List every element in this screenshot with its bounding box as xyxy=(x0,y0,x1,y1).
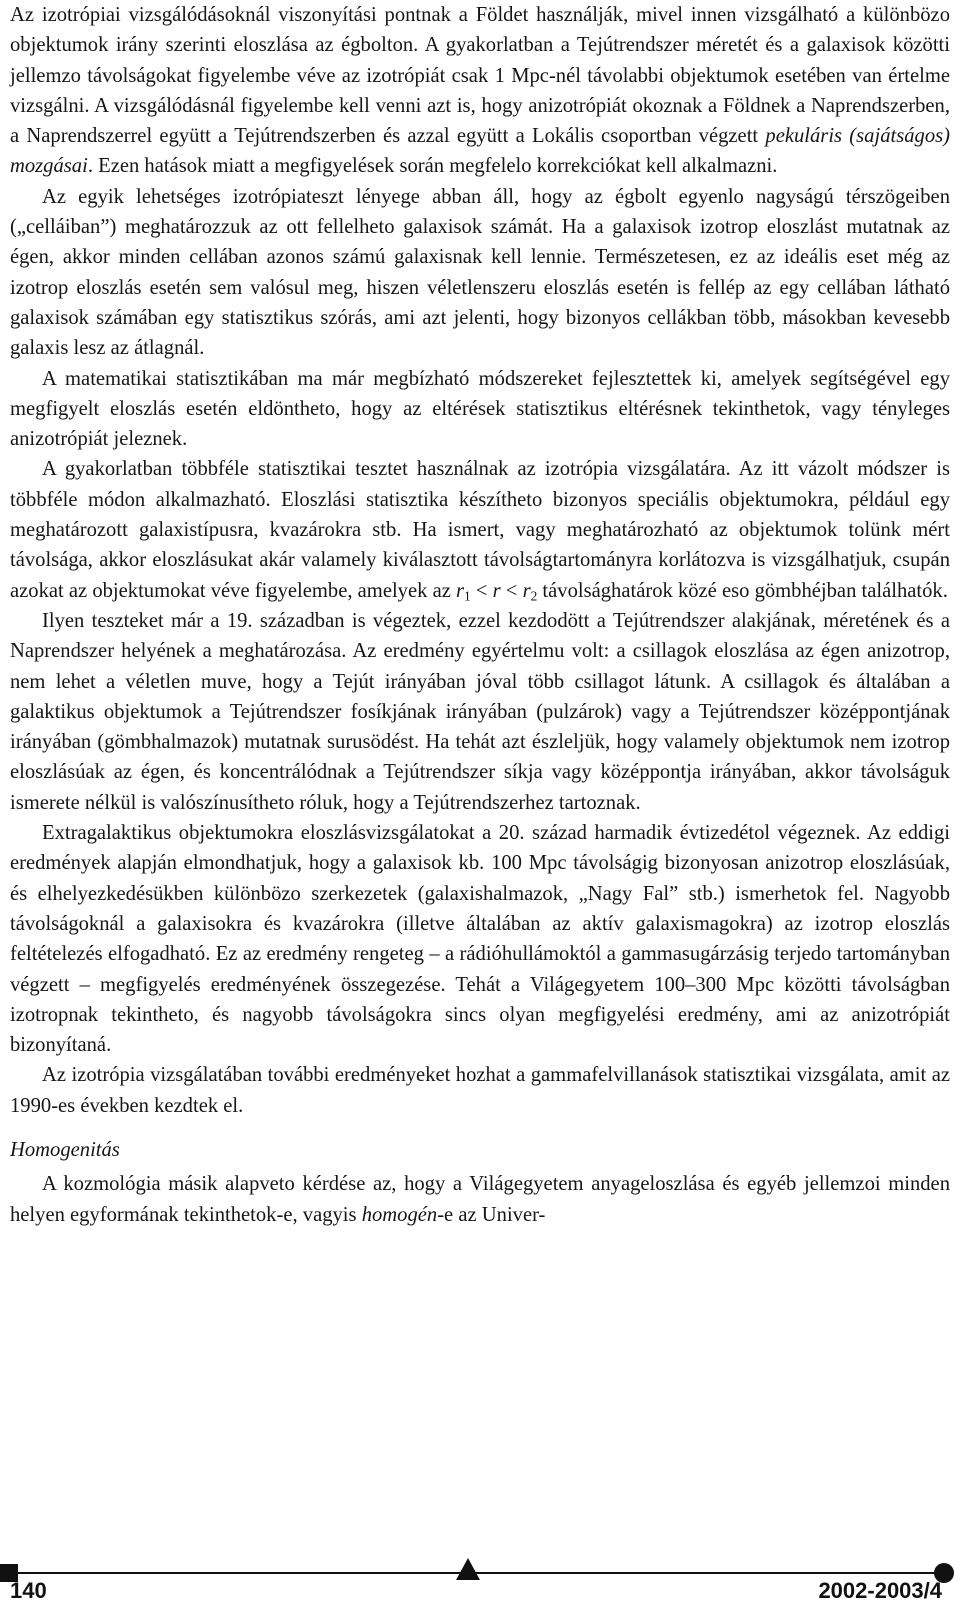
less-than-1: < xyxy=(470,579,493,602)
paragraph-1-after: . Ezen hatások miatt a megfigyelések során megfelelo korrekciókat kell alkalmazni. xyxy=(87,155,778,178)
issue-label: 2002-2003/4 xyxy=(818,1578,942,1603)
paragraph-3-text: A matematikai statisztikában ma már megbízható módszereket fejlesztettek ki, amelyek segítségével egy megfigyelt eloszlás esetén eldöntheto, hogy az eltérések statisztikus eltérésnek tekinthetok, vagy tényleges anizotrópiát jeleznek. xyxy=(10,367,950,451)
paragraph-3 xyxy=(10,364,950,455)
r2-symbol: r xyxy=(522,579,531,602)
paragraph-1 xyxy=(10,0,950,182)
paragraph-6-text: Extragalaktikus objektumokra eloszlásvizsgálatokat a 20. század harmadik évtizedétol végeznek. Az eddigi eredmények alapján elmondhatjuk, hogy a galaxisok kb. 100 Mpc távolságig bizonyosan anizotrop eloszlásúak, és elhelyezkedésükben különbözo szerkezetek (galaxishalmazok, „Nagy Fal” stb.) ismerhetok fel. Nagyobb távolságoknál a galaxisokra és kvazárokra (illetve általában az aktív galaxismagokra) az izotrop eloszlás feltételezés elfogadható. Ez az eredmény rengeteg – a rádióhullámoktól a gammasugárzásig terjedo tartományban végzett – megfigyelés eredményének összegezése. Tehát a Világegyetem 100–300 Mpc közötti távolságban izotropnak tekintheto, és nagyobb távolságokra sincs olyan megfigyelési eredmény, ami az anizotrópiát bizonyítaná. xyxy=(10,822,950,1057)
paragraph-last-after: -e az Univer- xyxy=(437,1203,546,1226)
page-number: 140 xyxy=(10,1578,47,1603)
triangle-marker-icon xyxy=(456,1558,480,1580)
paragraph-7-text: Az izotrópia vizsgálatában további eredményeket hozhat a gammafelvillanások statisztikai vizsgálata, amit az 1990-es években kezdtek el. xyxy=(10,1064,950,1117)
paragraph-last-before: A kozmológia másik alapveto kérdése az, hogy a Világegyetem anyageloszlása és egyéb jellemzoi minden helyen egyformának tekinthetok-e, vagyis xyxy=(10,1173,950,1226)
paragraph-4-before: A gyakorlatban többféle statisztikai tesztet használnak az izotrópia vizsgálatára. Az itt vázolt módszer is többféle módon alkalmazható. Eloszlási statisztika készítheto bizonyos speciális objektumokra, például egy meghatározott galaxistípusra, kvazárokra stb. Ha ismert, vagy meghatározható az objektumok tolünk mért távolsága, akkor eloszlásukat akár valamely kiválasztott távolságtartományra korlátozva is vizsgálhatjuk, csupán azokat az objektumokat véve figyelembe, amelyek az xyxy=(10,458,950,602)
paragraph-5 xyxy=(10,606,950,818)
paragraph-4 xyxy=(10,454,950,605)
paragraph-2-text: Az egyik lehetséges izotrópiateszt lényege abban áll, hogy az égbolt egyenlo nagyságú térszögeiben („celláiban”) meghatározzuk az ott fellelheto galaxisok számát. Ha a galaxisok izotrop eloszlást mutatnak az égen, akkor minden cellában azonos számú galaxisnak kell lennie. Természetesen, ez az ideális eset még az izotrop eloszlás esetén sem valósul meg, hiszen véletlenszeru eloszlás esetén is fellép az egy cellában látható galaxisok számában egy statisztikus szórás, ami azt jelenti, hogy bizonyos cellákban több, másokban kevesebb galaxis lesz az átlagnál. xyxy=(10,185,950,360)
footer-rule xyxy=(10,1572,950,1574)
paragraph-1-italic: pekuláris (sajátságos) mozgásai xyxy=(10,125,950,178)
paragraph-2 xyxy=(10,182,950,364)
page-body xyxy=(10,0,950,1230)
paragraph-4-after: távolsághatárok közé eso gömbhéjban találhatók. xyxy=(537,579,948,602)
r-symbol: r xyxy=(492,579,501,602)
paragraph-5-text: Ilyen teszteket már a 19. században is végeztek, ezzel kezdodött a Tejútrendszer alakjának, méretének és a Naprendszer helyének a meghatározása. Az eredmény egyértelmu volt: a csillagok eloszlása az égen anizotrop, nem lehet a véletlen muve, hogy a Tejút irányában jóval több csillagot látunk. A csillagok és általában a galaktikus objektumok a Tejútrendszer fosíkjának irányában (pulzárok) vagy a Tejútrendszer középpontjának irányában (gömbhalmazok) mutatnak surusödést. Ha tehát azt észleljük, hogy valamely objektumok nem izotrop eloszlásúak az égen, és koncentrálódnak a Tejútrendszer síkja vagy középpontja irányában, akkor távolságuk ismerete nélkül is valószínusítheto róluk, hogy a Tejútrendszerhez tartoznak. xyxy=(10,609,950,814)
less-than-2: < xyxy=(500,579,523,602)
section-heading: Homogenitás xyxy=(10,1138,120,1161)
paragraph-6 xyxy=(10,818,950,1060)
paragraph-7 xyxy=(10,1060,950,1121)
r2-subscript: 2 xyxy=(530,587,538,603)
paragraph-last-italic: homogén xyxy=(361,1203,438,1226)
paragraph-1-text: Az izotrópiai vizsgálódásoknál viszonyítási pontnak a Földet használják, mivel innen vizsgálható a különbözo objektumok irány szerinti eloszlása az égbolton. A gyakorlatban a Tejútrendszer méretét és a galaxisok közötti jellemzo távolságokat figyelembe véve az izotrópiát csak 1 Mpc-nél távolabbi objektumok esetében van értelme vizsgálni. A vizsgálódásnál figyelembe kell venni azt is, hogy anizotrópiát okoznak a Földnek a Naprendszerben, a Naprendszerrel együtt a Tejútrendszerben és azzal együtt a Lokális csoportban végzett xyxy=(10,4,950,148)
r1-symbol: r xyxy=(456,579,465,602)
r1-subscript: 1 xyxy=(464,587,471,603)
paragraph-last xyxy=(10,1169,950,1230)
page-footer xyxy=(0,1540,960,1616)
